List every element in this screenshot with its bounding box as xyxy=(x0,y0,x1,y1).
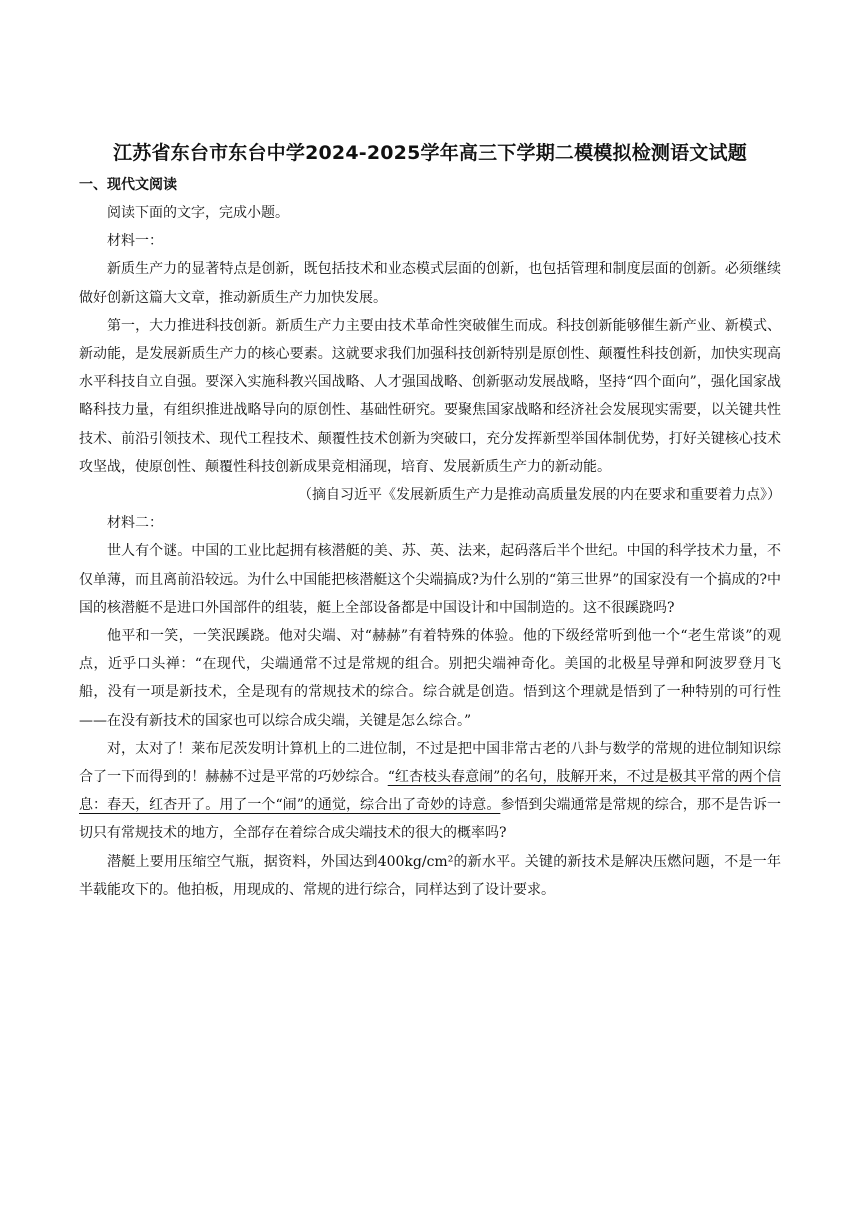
material-two-paragraph-2: 他平和一笑，一笑泯蹊跷。他对尖端、对“赫赫”有着特殊的体验。他的下级经常听到他一个“老生常谈”的观点，近乎口头禅：“在现代，尖端通常不过是常规的组合。别把尖端神奇化。美国的北极星导弹和阿波罗登月飞船，没有一项是新技术，全是现有的常规技术的综合。综合就是创造。悟到这个理就是悟到了一种特别的可行性——在没有新技术的国家也可以综合成尖端，关键是怎么综合。” xyxy=(79,628,781,729)
section-heading: 一、现代文阅读 xyxy=(79,177,177,193)
instruction-text: 阅读下面的文字，完成小题。 xyxy=(107,205,289,221)
material-two-paragraph-1: 世人有个谜。中国的工业比起拥有核潜艇的美、苏、英、法来，起码落后半个世纪。中国的科学技术力量，不仅单薄，而且离前沿较远。为什么中国能把核潜艇这个尖端搞成?为什么别的“第三世界”的国家没有一个搞成的?中国的核潜艇不是进口外国部件的组装，艇上全部设备都是中国设计和中国制造的。这不很蹊跷吗? xyxy=(79,543,781,616)
paragraph-3-tail: 参悟到尖端通常是常规的综合，那不是告诉一切只有常规技术的地方，全部存在着综合成尖端技术的很大的概率吗? xyxy=(79,797,781,842)
reading-passage xyxy=(79,199,781,904)
exam-title: 江苏省东台市东台中学2024-2025学年高三下学期二模模拟检测语文试题 xyxy=(113,142,747,164)
material-two-paragraph-3 xyxy=(79,735,781,848)
material-one-paragraph-2: 第一，大力推进科技创新。新质生产力主要由技术革命性突破催生而成。科技创新能够催生新产业、新模式、新动能，是发展新质生产力的核心要素。这就要求我们加强科技创新特别是原创性、颠覆性科技创新，加快实现高水平科技自立自强。要深入实施科教兴国战略、人才强国战略、创新驱动发展战略，坚持“四个面向”，强化国家战略科技力量，有组织推进战略导向的原创性、基础性研究。要聚焦国家战略和经济社会发展现实需要，以关键共性技术、前沿引领技术、现代工程技术、颠覆性技术创新为突破口，充分发挥新型举国体制优势，打好关键核心技术攻坚战，使原创性、颠覆性科技创新成果竞相涌现，培育、发展新质生产力的新动能。 xyxy=(79,317,781,475)
material-two-paragraph-4: 潜艇上要用压缩空气瓶，据资料，外国达到400kg/cm²的新水平。关键的新技术是解决压燃问题，不是一年半载能攻下的。他拍板，用现成的、常规的进行综合，同样达到了设计要求。 xyxy=(79,853,781,898)
material-two-label: 材料二： xyxy=(107,515,163,532)
material-one-source: （摘自习近平《发展新质生产力是推动高质量发展的内在要求和重要着力点》） xyxy=(298,487,781,504)
underlined-sentence: “红杏枝头春意闹”的名句，肢解开来，不过是极其平常的两个信息：春天，红杏开了。用了一个“闹”的通觉，综合出了奇妙的诗意。 xyxy=(79,769,781,814)
paragraph-3-lead: 对，太对了！莱布尼茨发明计算机上的二进位制，不过是把中国非常古老的八卦与数学的常规的进位制知识综合了一下而得到的！赫赫不过是平常的巧妙综合。 xyxy=(79,740,781,786)
material-one-label: 材料一： xyxy=(107,233,163,250)
material-one-paragraph-1: 新质生产力的显著特点是创新，既包括技术和业态模式层面的创新，也包括管理和制度层面的创新。必须继续做好创新这篇大文章，推动新质生产力加快发展。 xyxy=(79,261,781,306)
